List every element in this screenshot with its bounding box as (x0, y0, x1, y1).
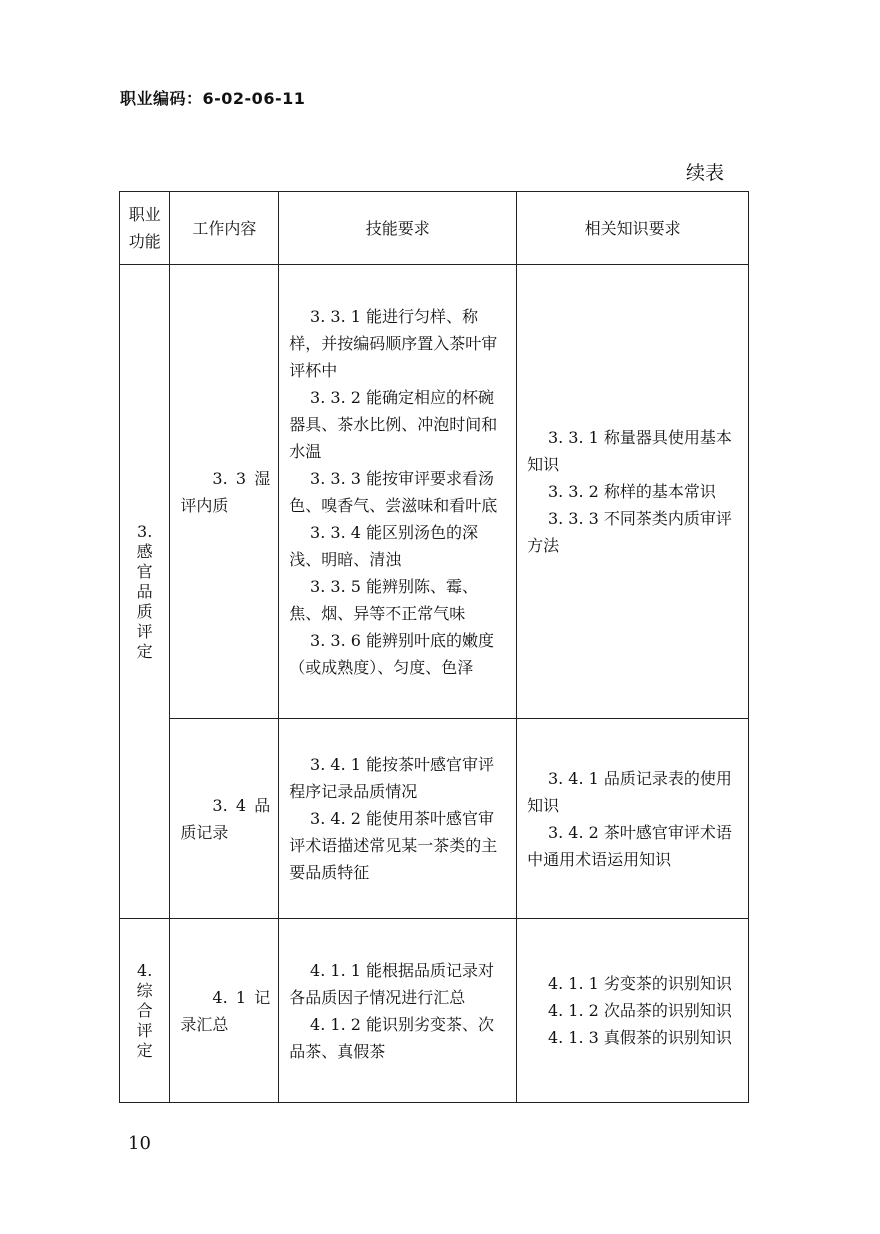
header-work-content: 工作内容 (170, 192, 279, 265)
knowledge-cell: 3. 4. 1 品质记录表的使用知识 3. 4. 2 茶叶感官审评术语中通用术语运用知识 (517, 719, 749, 919)
table-header-row (120, 192, 749, 265)
knowledge-cell: 4. 1. 1 劣变茶的识别知识 4. 1. 2 次品茶的识别知识 4. 1. 3 真假茶的识别知识 (517, 919, 749, 1103)
header-skills: 技能要求 (279, 192, 517, 265)
work-content-cell: 4. 1 记录汇总 (170, 919, 279, 1103)
table-row (120, 919, 749, 1103)
knowledge-cell: 3. 3. 1 称量器具使用基本知识 3. 3. 2 称样的基本常识 3. 3. 3 不同茶类内质审评方法 (517, 265, 749, 719)
skills-table (119, 191, 749, 1103)
work-content-cell: 3. 3 湿评内质 (170, 265, 279, 719)
skills-cell: 3. 3. 1 能进行匀样、称样，并按编码顺序置入茶叶审评杯中 3. 3. 2 能确定相应的杯碗器具、茶水比例、冲泡时间和水温 3. 3. 3 能按审评要求看汤色、嗅香气、尝滋味和看叶底 3. 3. 4 能区别汤色的深浅、明暗、清浊 3. 3. 5 能辨别陈、霉、焦、烟、异等不正常气味 3. 3. 6 能辨别叶底的嫩度（或成熟度）、匀度、色泽 (279, 265, 517, 719)
page-number: 10 (128, 1133, 151, 1154)
continued-label: 续表 (686, 162, 725, 184)
function-cell-3: 3. 感 官 品 质 评 定 (120, 265, 170, 919)
header-knowledge: 相关知识要求 (517, 192, 749, 265)
skills-cell: 3. 4. 1 能按茶叶感官审评程序记录品质情况 3. 4. 2 能使用茶叶感官审评术语描述常见某一茶类的主要品质特征 (279, 719, 517, 919)
occupation-code: 职业编码：6-02-06-11 (120, 89, 306, 108)
table-row (120, 265, 749, 719)
work-content-cell: 3. 4 品质记录 (170, 719, 279, 919)
header-function: 职业 功能 (120, 192, 170, 265)
function-cell-4: 4. 综 合 评 定 (120, 919, 170, 1103)
skills-cell: 4. 1. 1 能根据品质记录对各品质因子情况进行汇总 4. 1. 2 能识别劣变茶、次品茶、真假茶 (279, 919, 517, 1103)
table-row (120, 719, 749, 919)
